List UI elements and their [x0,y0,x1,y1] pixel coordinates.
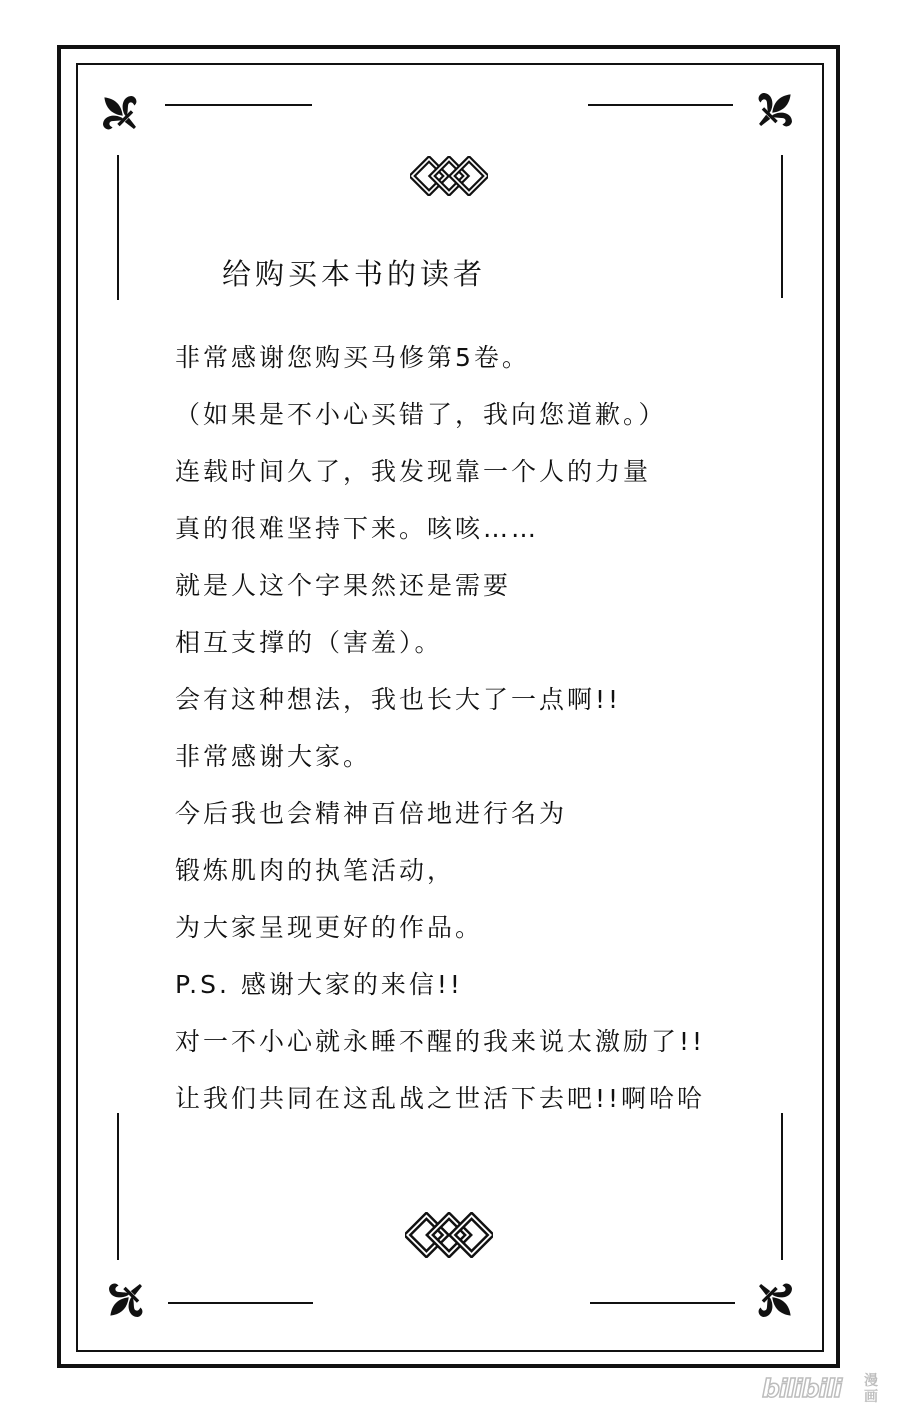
letter-line: 相互支撑的（害羞）。 [175,628,443,657]
top-right-rule [588,104,733,106]
letter-line: 锻炼肌肉的执笔活动， [175,856,456,885]
top-left-rule [165,104,312,106]
letter-line: 会有这种想法，我也长大了一点啊!! [175,685,622,714]
letter-line: （如果是不小心买错了，我向您道歉。） [175,400,667,429]
letter-line: 今后我也会精神百倍地进行名为 [175,799,568,828]
letter-line: 连载时间久了，我发现靠一个人的力量 [175,457,652,486]
interlocking-diamonds-icon [405,1212,493,1258]
lower-left-vertical-rule [117,1113,119,1260]
letter-line: 非常感谢您购买马修第5卷。 [175,343,530,372]
bottom-right-rule [590,1302,735,1304]
bottom-left-rule [168,1302,313,1304]
lower-right-vertical-rule [781,1113,783,1260]
upper-left-vertical-rule [117,155,119,300]
letter-line: 真的很难坚持下来。咳咳…… [175,514,540,543]
letter-line: P.S. 感谢大家的来信!! [175,970,463,999]
letter-line: 就是人这个字果然还是需要 [175,571,512,600]
upper-right-vertical-rule [781,155,783,298]
watermark-label-top: 漫 [864,1373,878,1389]
letter-body [175,329,815,1127]
letter-line: 让我们共同在这乱战之世活下去吧!!啊哈哈 [175,1084,706,1113]
letter-line: 非常感谢大家。 [175,742,372,771]
letter-title: 给购买本书的读者 [222,257,487,291]
watermark-brand: bilibili [762,1374,842,1403]
letter-line: 对一不小心就永睡不醒的我来说太激励了!! [175,1027,706,1056]
bilibili-comics-watermark [762,1370,890,1410]
watermark-label-bottom: 画 [864,1389,878,1405]
interlocking-diamonds-icon [410,156,488,196]
letter-line: 为大家呈现更好的作品。 [175,913,484,942]
